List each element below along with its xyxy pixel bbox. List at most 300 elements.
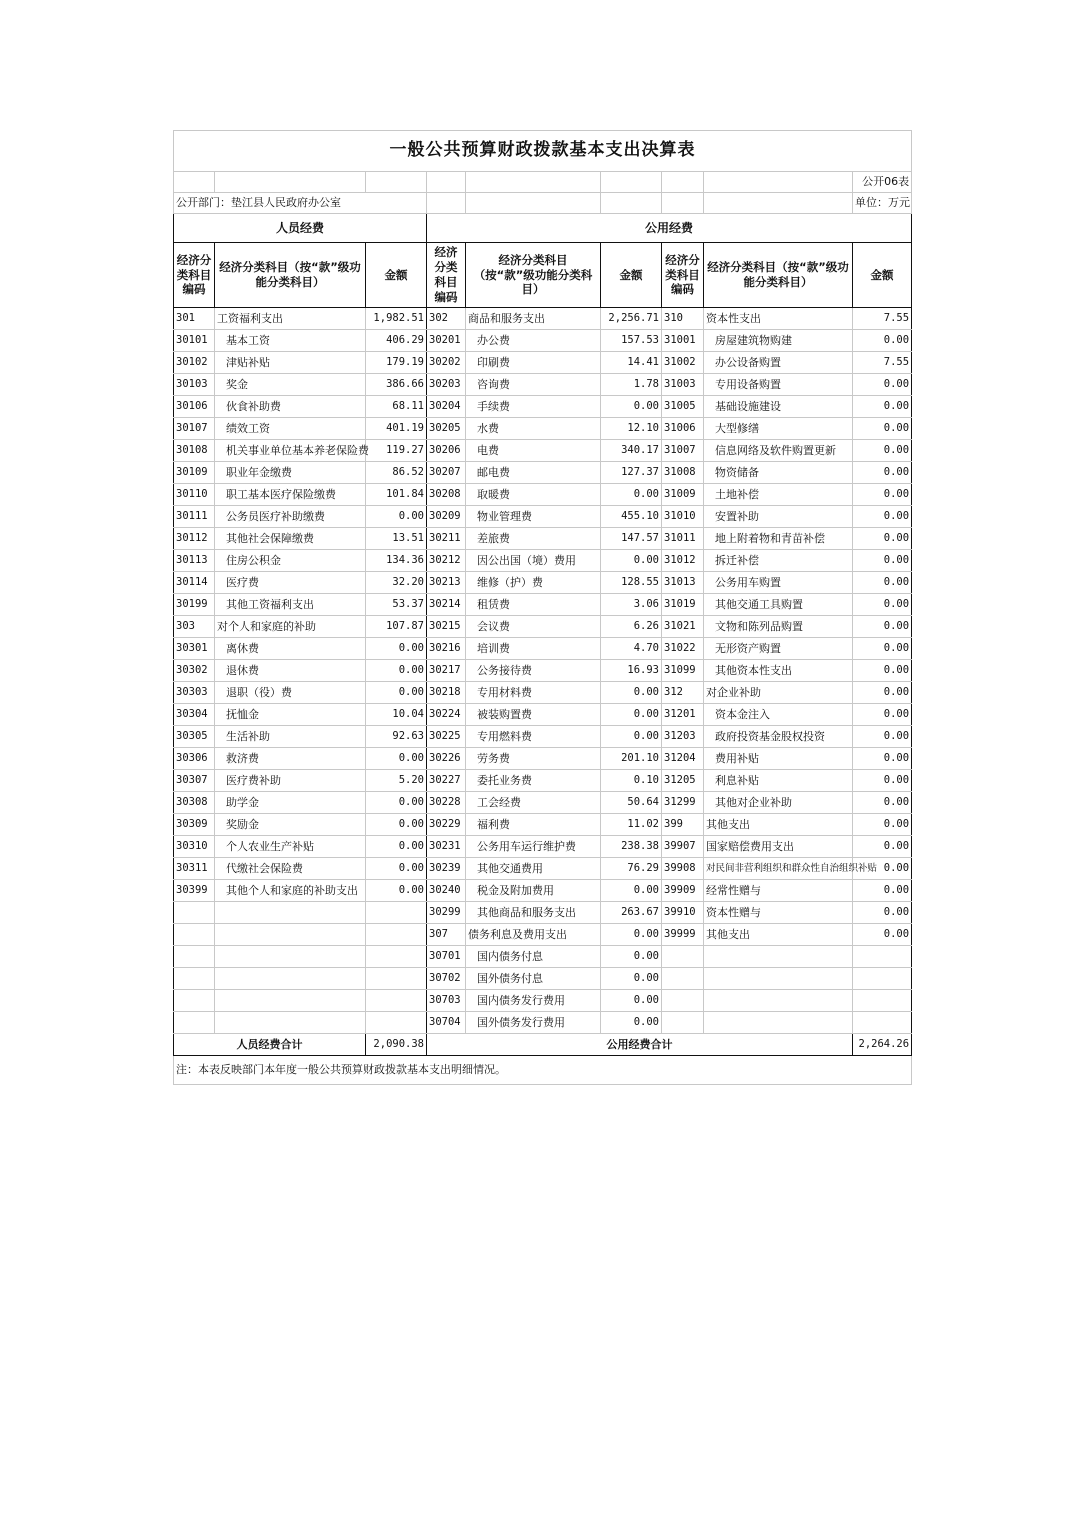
item-amount: 0.00 bbox=[601, 968, 662, 990]
item-code: 31013 bbox=[662, 572, 704, 594]
item-code: 31012 bbox=[662, 550, 704, 572]
item-name: 信息网络及软件购置更新 bbox=[704, 440, 853, 462]
item-name: 拆迁补偿 bbox=[704, 550, 853, 572]
item-code: 30114 bbox=[174, 572, 215, 594]
item-code: 31204 bbox=[662, 748, 704, 770]
item-code: 30112 bbox=[174, 528, 215, 550]
item-name: 电费 bbox=[466, 440, 601, 462]
item-amount: 76.29 bbox=[601, 858, 662, 880]
table-row bbox=[174, 308, 912, 330]
item-name: 公务接待费 bbox=[466, 660, 601, 682]
table-row bbox=[174, 374, 912, 396]
item-code: 30110 bbox=[174, 484, 215, 506]
item-code: 30224 bbox=[427, 704, 466, 726]
item-name: 抚恤金 bbox=[215, 704, 366, 726]
header-name: 经济分类科目（按“款”级功能分类科目） bbox=[704, 243, 853, 308]
item-name: 专用设备购置 bbox=[704, 374, 853, 396]
expenditure-table bbox=[173, 130, 912, 1085]
header-amount: 金额 bbox=[366, 243, 427, 308]
item-amount: 0.00 bbox=[853, 330, 912, 352]
item-name: 办公设备购置 bbox=[704, 352, 853, 374]
item-code bbox=[174, 1012, 215, 1034]
item-name: 差旅费 bbox=[466, 528, 601, 550]
item-code bbox=[662, 946, 704, 968]
personnel-total-label: 人员经费合计 bbox=[174, 1034, 366, 1056]
item-amount: 53.37 bbox=[366, 594, 427, 616]
item-name bbox=[704, 1012, 853, 1034]
item-amount bbox=[853, 1012, 912, 1034]
item-amount: 0.00 bbox=[853, 550, 912, 572]
item-code: 30311 bbox=[174, 858, 215, 880]
table-row bbox=[174, 836, 912, 858]
item-name: 生活补助 bbox=[215, 726, 366, 748]
item-amount: 13.51 bbox=[366, 528, 427, 550]
item-amount: 107.87 bbox=[366, 616, 427, 638]
footnote: 注：本表反映部门本年度一般公共预算财政拨款基本支出明细情况。 bbox=[174, 1056, 912, 1085]
item-name: 资本金注入 bbox=[704, 704, 853, 726]
item-code: 39999 bbox=[662, 924, 704, 946]
item-amount: 401.19 bbox=[366, 418, 427, 440]
item-name: 公务员医疗补助缴费 bbox=[215, 506, 366, 528]
item-amount: 201.10 bbox=[601, 748, 662, 770]
table-row bbox=[174, 902, 912, 924]
item-name: 绩效工资 bbox=[215, 418, 366, 440]
item-amount: 0.00 bbox=[601, 396, 662, 418]
item-code bbox=[662, 1012, 704, 1034]
item-code: 30103 bbox=[174, 374, 215, 396]
item-amount: 1,982.51 bbox=[366, 308, 427, 330]
table-row bbox=[174, 682, 912, 704]
item-code: 31201 bbox=[662, 704, 704, 726]
item-code: 31205 bbox=[662, 770, 704, 792]
item-amount: 86.52 bbox=[366, 462, 427, 484]
header-name: 经济分类科目（按“款”级功能分类科目） bbox=[215, 243, 366, 308]
table-row bbox=[174, 858, 912, 880]
item-code bbox=[174, 990, 215, 1012]
table-row bbox=[174, 792, 912, 814]
table-row bbox=[174, 616, 912, 638]
item-code: 30213 bbox=[427, 572, 466, 594]
item-amount: 386.66 bbox=[366, 374, 427, 396]
item-name: 机关事业单位基本养老保险费 bbox=[215, 440, 366, 462]
item-name: 福利费 bbox=[466, 814, 601, 836]
item-name: 其他工资福利支出 bbox=[215, 594, 366, 616]
item-amount: 0.00 bbox=[366, 682, 427, 704]
item-amount: 340.17 bbox=[601, 440, 662, 462]
item-name: 退休费 bbox=[215, 660, 366, 682]
table-row bbox=[174, 660, 912, 682]
item-amount: 0.00 bbox=[853, 462, 912, 484]
item-code: 30301 bbox=[174, 638, 215, 660]
item-code: 30239 bbox=[427, 858, 466, 880]
item-name: 基本工资 bbox=[215, 330, 366, 352]
item-name: 政府投资基金股权投资 bbox=[704, 726, 853, 748]
item-code: 30303 bbox=[174, 682, 215, 704]
table-row bbox=[174, 880, 912, 902]
item-amount: 11.02 bbox=[601, 814, 662, 836]
item-amount: 406.29 bbox=[366, 330, 427, 352]
item-code: 31021 bbox=[662, 616, 704, 638]
item-name: 咨询费 bbox=[466, 374, 601, 396]
item-name: 维修（护）费 bbox=[466, 572, 601, 594]
header-code: 经济分类科目编码 bbox=[427, 243, 466, 308]
table-row bbox=[174, 946, 912, 968]
item-amount: 0.00 bbox=[853, 638, 912, 660]
item-amount: 92.63 bbox=[366, 726, 427, 748]
item-amount: 455.10 bbox=[601, 506, 662, 528]
item-name: 助学金 bbox=[215, 792, 366, 814]
item-amount: 0.00 bbox=[601, 924, 662, 946]
item-code: 307 bbox=[427, 924, 466, 946]
item-name: 国外债务付息 bbox=[466, 968, 601, 990]
item-name: 离休费 bbox=[215, 638, 366, 660]
table-row bbox=[174, 814, 912, 836]
item-code: 31022 bbox=[662, 638, 704, 660]
item-code: 31010 bbox=[662, 506, 704, 528]
item-amount: 179.19 bbox=[366, 352, 427, 374]
item-amount: 0.00 bbox=[601, 484, 662, 506]
item-name bbox=[704, 968, 853, 990]
item-code: 30111 bbox=[174, 506, 215, 528]
item-code: 301 bbox=[174, 308, 215, 330]
item-code bbox=[662, 968, 704, 990]
table-row bbox=[174, 418, 912, 440]
item-code: 30305 bbox=[174, 726, 215, 748]
item-amount: 127.37 bbox=[601, 462, 662, 484]
item-name: 专用材料费 bbox=[466, 682, 601, 704]
item-name: 救济费 bbox=[215, 748, 366, 770]
item-name: 对民间非营利组织和群众性自治组织补贴 bbox=[704, 858, 853, 880]
item-amount bbox=[853, 990, 912, 1012]
item-code: 31019 bbox=[662, 594, 704, 616]
item-amount: 0.00 bbox=[853, 704, 912, 726]
item-amount: 14.41 bbox=[601, 352, 662, 374]
table-row bbox=[174, 550, 912, 572]
item-amount: 157.53 bbox=[601, 330, 662, 352]
item-name: 资本性赠与 bbox=[704, 902, 853, 924]
item-name bbox=[215, 902, 366, 924]
item-name bbox=[215, 1012, 366, 1034]
item-amount: 0.00 bbox=[601, 1012, 662, 1034]
item-name: 租赁费 bbox=[466, 594, 601, 616]
item-amount: 0.00 bbox=[366, 506, 427, 528]
item-code: 39909 bbox=[662, 880, 704, 902]
item-name: 费用补贴 bbox=[704, 748, 853, 770]
item-amount bbox=[366, 924, 427, 946]
item-code: 30207 bbox=[427, 462, 466, 484]
item-amount: 0.00 bbox=[601, 880, 662, 902]
item-code: 30217 bbox=[427, 660, 466, 682]
item-code: 30205 bbox=[427, 418, 466, 440]
item-amount: 0.00 bbox=[853, 726, 912, 748]
item-name: 奖励金 bbox=[215, 814, 366, 836]
item-amount: 0.00 bbox=[601, 550, 662, 572]
item-amount: 238.38 bbox=[601, 836, 662, 858]
item-code: 31011 bbox=[662, 528, 704, 550]
table-row bbox=[174, 506, 912, 528]
item-amount: 0.00 bbox=[853, 616, 912, 638]
item-amount: 0.00 bbox=[853, 858, 912, 880]
item-name: 债务利息及费用支出 bbox=[466, 924, 601, 946]
item-name: 手续费 bbox=[466, 396, 601, 418]
table-row bbox=[174, 726, 912, 748]
item-code: 31003 bbox=[662, 374, 704, 396]
item-name: 工资福利支出 bbox=[215, 308, 366, 330]
table-row bbox=[174, 968, 912, 990]
item-code: 30209 bbox=[427, 506, 466, 528]
item-amount bbox=[853, 968, 912, 990]
item-code: 31008 bbox=[662, 462, 704, 484]
item-name: 对个人和家庭的补助 bbox=[215, 616, 366, 638]
item-amount: 0.00 bbox=[366, 880, 427, 902]
item-code: 30226 bbox=[427, 748, 466, 770]
item-code: 30225 bbox=[427, 726, 466, 748]
item-code: 30304 bbox=[174, 704, 215, 726]
table-row bbox=[174, 572, 912, 594]
item-amount: 0.00 bbox=[853, 374, 912, 396]
group-public: 公用经费 bbox=[427, 214, 912, 243]
table-row bbox=[174, 352, 912, 374]
public-total-amount: 2,264.26 bbox=[853, 1034, 912, 1056]
item-name: 无形资产购置 bbox=[704, 638, 853, 660]
department-label: 公开部门：垫江县人民政府办公室 bbox=[174, 193, 427, 214]
item-code: 31203 bbox=[662, 726, 704, 748]
item-name: 劳务费 bbox=[466, 748, 601, 770]
item-name bbox=[215, 946, 366, 968]
item-name: 国家赔偿费用支出 bbox=[704, 836, 853, 858]
table-row bbox=[174, 528, 912, 550]
item-name: 其他支出 bbox=[704, 814, 853, 836]
item-amount: 0.00 bbox=[853, 836, 912, 858]
item-amount: 4.70 bbox=[601, 638, 662, 660]
item-code: 31099 bbox=[662, 660, 704, 682]
item-amount: 0.10 bbox=[601, 770, 662, 792]
item-code: 30310 bbox=[174, 836, 215, 858]
item-name: 资本性支出 bbox=[704, 308, 853, 330]
item-amount: 119.27 bbox=[366, 440, 427, 462]
item-code: 30701 bbox=[427, 946, 466, 968]
item-amount: 7.55 bbox=[853, 308, 912, 330]
item-amount bbox=[366, 968, 427, 990]
header-amount: 金额 bbox=[853, 243, 912, 308]
item-name: 伙食补助费 bbox=[215, 396, 366, 418]
item-amount: 0.00 bbox=[853, 880, 912, 902]
item-code: 30107 bbox=[174, 418, 215, 440]
item-name: 经常性赠与 bbox=[704, 880, 853, 902]
item-code: 31001 bbox=[662, 330, 704, 352]
item-name bbox=[215, 924, 366, 946]
header-amount: 金额 bbox=[601, 243, 662, 308]
item-code: 30212 bbox=[427, 550, 466, 572]
item-name: 文物和陈列品购置 bbox=[704, 616, 853, 638]
item-name: 代缴社会保险费 bbox=[215, 858, 366, 880]
item-code: 30216 bbox=[427, 638, 466, 660]
item-amount: 0.00 bbox=[853, 792, 912, 814]
item-name: 印刷费 bbox=[466, 352, 601, 374]
item-code: 30240 bbox=[427, 880, 466, 902]
item-name: 退职（役）费 bbox=[215, 682, 366, 704]
item-name: 奖金 bbox=[215, 374, 366, 396]
table-row bbox=[174, 638, 912, 660]
item-code: 303 bbox=[174, 616, 215, 638]
item-code: 30703 bbox=[427, 990, 466, 1012]
item-amount: 128.55 bbox=[601, 572, 662, 594]
item-code: 30204 bbox=[427, 396, 466, 418]
item-code: 30102 bbox=[174, 352, 215, 374]
item-code: 30106 bbox=[174, 396, 215, 418]
item-amount: 147.57 bbox=[601, 528, 662, 550]
item-name: 委托业务费 bbox=[466, 770, 601, 792]
item-code: 31299 bbox=[662, 792, 704, 814]
item-code bbox=[662, 990, 704, 1012]
item-amount: 2,256.71 bbox=[601, 308, 662, 330]
item-amount: 5.20 bbox=[366, 770, 427, 792]
item-name: 利息补贴 bbox=[704, 770, 853, 792]
item-code bbox=[174, 946, 215, 968]
item-code: 30302 bbox=[174, 660, 215, 682]
item-name bbox=[215, 968, 366, 990]
table-row bbox=[174, 462, 912, 484]
item-amount: 0.00 bbox=[853, 682, 912, 704]
item-name: 安置补助 bbox=[704, 506, 853, 528]
item-amount: 0.00 bbox=[853, 506, 912, 528]
item-code: 30704 bbox=[427, 1012, 466, 1034]
item-code: 30206 bbox=[427, 440, 466, 462]
item-code: 39908 bbox=[662, 858, 704, 880]
item-amount: 0.00 bbox=[366, 858, 427, 880]
item-code: 30231 bbox=[427, 836, 466, 858]
table-row bbox=[174, 704, 912, 726]
table-row bbox=[174, 748, 912, 770]
item-name bbox=[704, 990, 853, 1012]
item-amount: 16.93 bbox=[601, 660, 662, 682]
item-amount: 1.78 bbox=[601, 374, 662, 396]
table-row bbox=[174, 330, 912, 352]
item-name: 住房公积金 bbox=[215, 550, 366, 572]
header-code: 经济分类科目编码 bbox=[174, 243, 215, 308]
item-amount: 0.00 bbox=[853, 924, 912, 946]
item-amount: 0.00 bbox=[853, 528, 912, 550]
page-title: 一般公共预算财政拨款基本支出决算表 bbox=[174, 131, 912, 172]
item-name: 专用燃料费 bbox=[466, 726, 601, 748]
item-code bbox=[174, 968, 215, 990]
item-amount: 0.00 bbox=[601, 682, 662, 704]
item-code: 30307 bbox=[174, 770, 215, 792]
item-amount: 0.00 bbox=[853, 770, 912, 792]
item-code: 30202 bbox=[427, 352, 466, 374]
item-amount bbox=[366, 1012, 427, 1034]
item-amount: 3.06 bbox=[601, 594, 662, 616]
item-name: 医疗费 bbox=[215, 572, 366, 594]
item-name: 工会经费 bbox=[466, 792, 601, 814]
item-amount: 0.00 bbox=[366, 836, 427, 858]
table-row bbox=[174, 770, 912, 792]
item-amount: 0.00 bbox=[853, 902, 912, 924]
unit-label: 单位：万元 bbox=[853, 193, 912, 214]
item-code: 30227 bbox=[427, 770, 466, 792]
item-amount: 0.00 bbox=[853, 594, 912, 616]
item-name: 商品和服务支出 bbox=[466, 308, 601, 330]
item-name: 公务用车运行维护费 bbox=[466, 836, 601, 858]
item-name: 取暖费 bbox=[466, 484, 601, 506]
item-amount: 101.84 bbox=[366, 484, 427, 506]
table-row bbox=[174, 594, 912, 616]
item-amount: 0.00 bbox=[601, 704, 662, 726]
item-name: 其他交通费用 bbox=[466, 858, 601, 880]
item-name: 土地补偿 bbox=[704, 484, 853, 506]
item-name: 其他个人和家庭的补助支出 bbox=[215, 880, 366, 902]
item-code: 30208 bbox=[427, 484, 466, 506]
item-amount bbox=[366, 946, 427, 968]
item-code: 30306 bbox=[174, 748, 215, 770]
item-name: 医疗费补助 bbox=[215, 770, 366, 792]
item-code: 312 bbox=[662, 682, 704, 704]
item-code: 30211 bbox=[427, 528, 466, 550]
item-name: 其他社会保障缴费 bbox=[215, 528, 366, 550]
item-code: 30299 bbox=[427, 902, 466, 924]
item-amount: 10.04 bbox=[366, 704, 427, 726]
item-code bbox=[174, 924, 215, 946]
item-name: 公务用车购置 bbox=[704, 572, 853, 594]
table-row bbox=[174, 396, 912, 418]
item-amount: 0.00 bbox=[366, 792, 427, 814]
item-code: 39907 bbox=[662, 836, 704, 858]
item-amount: 263.67 bbox=[601, 902, 662, 924]
item-name: 津贴补贴 bbox=[215, 352, 366, 374]
item-name bbox=[704, 946, 853, 968]
item-amount: 0.00 bbox=[853, 572, 912, 594]
item-amount: 0.00 bbox=[366, 638, 427, 660]
item-code: 31009 bbox=[662, 484, 704, 506]
item-code: 30101 bbox=[174, 330, 215, 352]
item-amount: 0.00 bbox=[853, 748, 912, 770]
item-code: 30229 bbox=[427, 814, 466, 836]
item-name: 其他支出 bbox=[704, 924, 853, 946]
table-row bbox=[174, 440, 912, 462]
item-code: 30199 bbox=[174, 594, 215, 616]
item-amount: 0.00 bbox=[366, 660, 427, 682]
item-name: 其他商品和服务支出 bbox=[466, 902, 601, 924]
item-name: 房屋建筑物购建 bbox=[704, 330, 853, 352]
item-name: 大型修缮 bbox=[704, 418, 853, 440]
item-name: 培训费 bbox=[466, 638, 601, 660]
item-name: 办公费 bbox=[466, 330, 601, 352]
item-name: 个人农业生产补贴 bbox=[215, 836, 366, 858]
item-code: 302 bbox=[427, 308, 466, 330]
item-code: 30215 bbox=[427, 616, 466, 638]
group-personnel: 人员经费 bbox=[174, 214, 427, 243]
item-name: 水费 bbox=[466, 418, 601, 440]
item-amount: 0.00 bbox=[366, 814, 427, 836]
item-code: 399 bbox=[662, 814, 704, 836]
item-code: 30218 bbox=[427, 682, 466, 704]
item-name: 其他资本性支出 bbox=[704, 660, 853, 682]
item-name: 物业管理费 bbox=[466, 506, 601, 528]
item-amount: 0.00 bbox=[601, 990, 662, 1012]
table-row bbox=[174, 990, 912, 1012]
item-name: 国内债务发行费用 bbox=[466, 990, 601, 1012]
item-amount: 0.00 bbox=[853, 396, 912, 418]
item-amount: 0.00 bbox=[601, 946, 662, 968]
item-code: 30228 bbox=[427, 792, 466, 814]
item-name: 地上附着物和青苗补偿 bbox=[704, 528, 853, 550]
item-name: 对企业补助 bbox=[704, 682, 853, 704]
item-amount: 68.11 bbox=[366, 396, 427, 418]
item-name: 邮电费 bbox=[466, 462, 601, 484]
item-name: 职工基本医疗保险缴费 bbox=[215, 484, 366, 506]
item-code: 30108 bbox=[174, 440, 215, 462]
item-amount: 12.10 bbox=[601, 418, 662, 440]
